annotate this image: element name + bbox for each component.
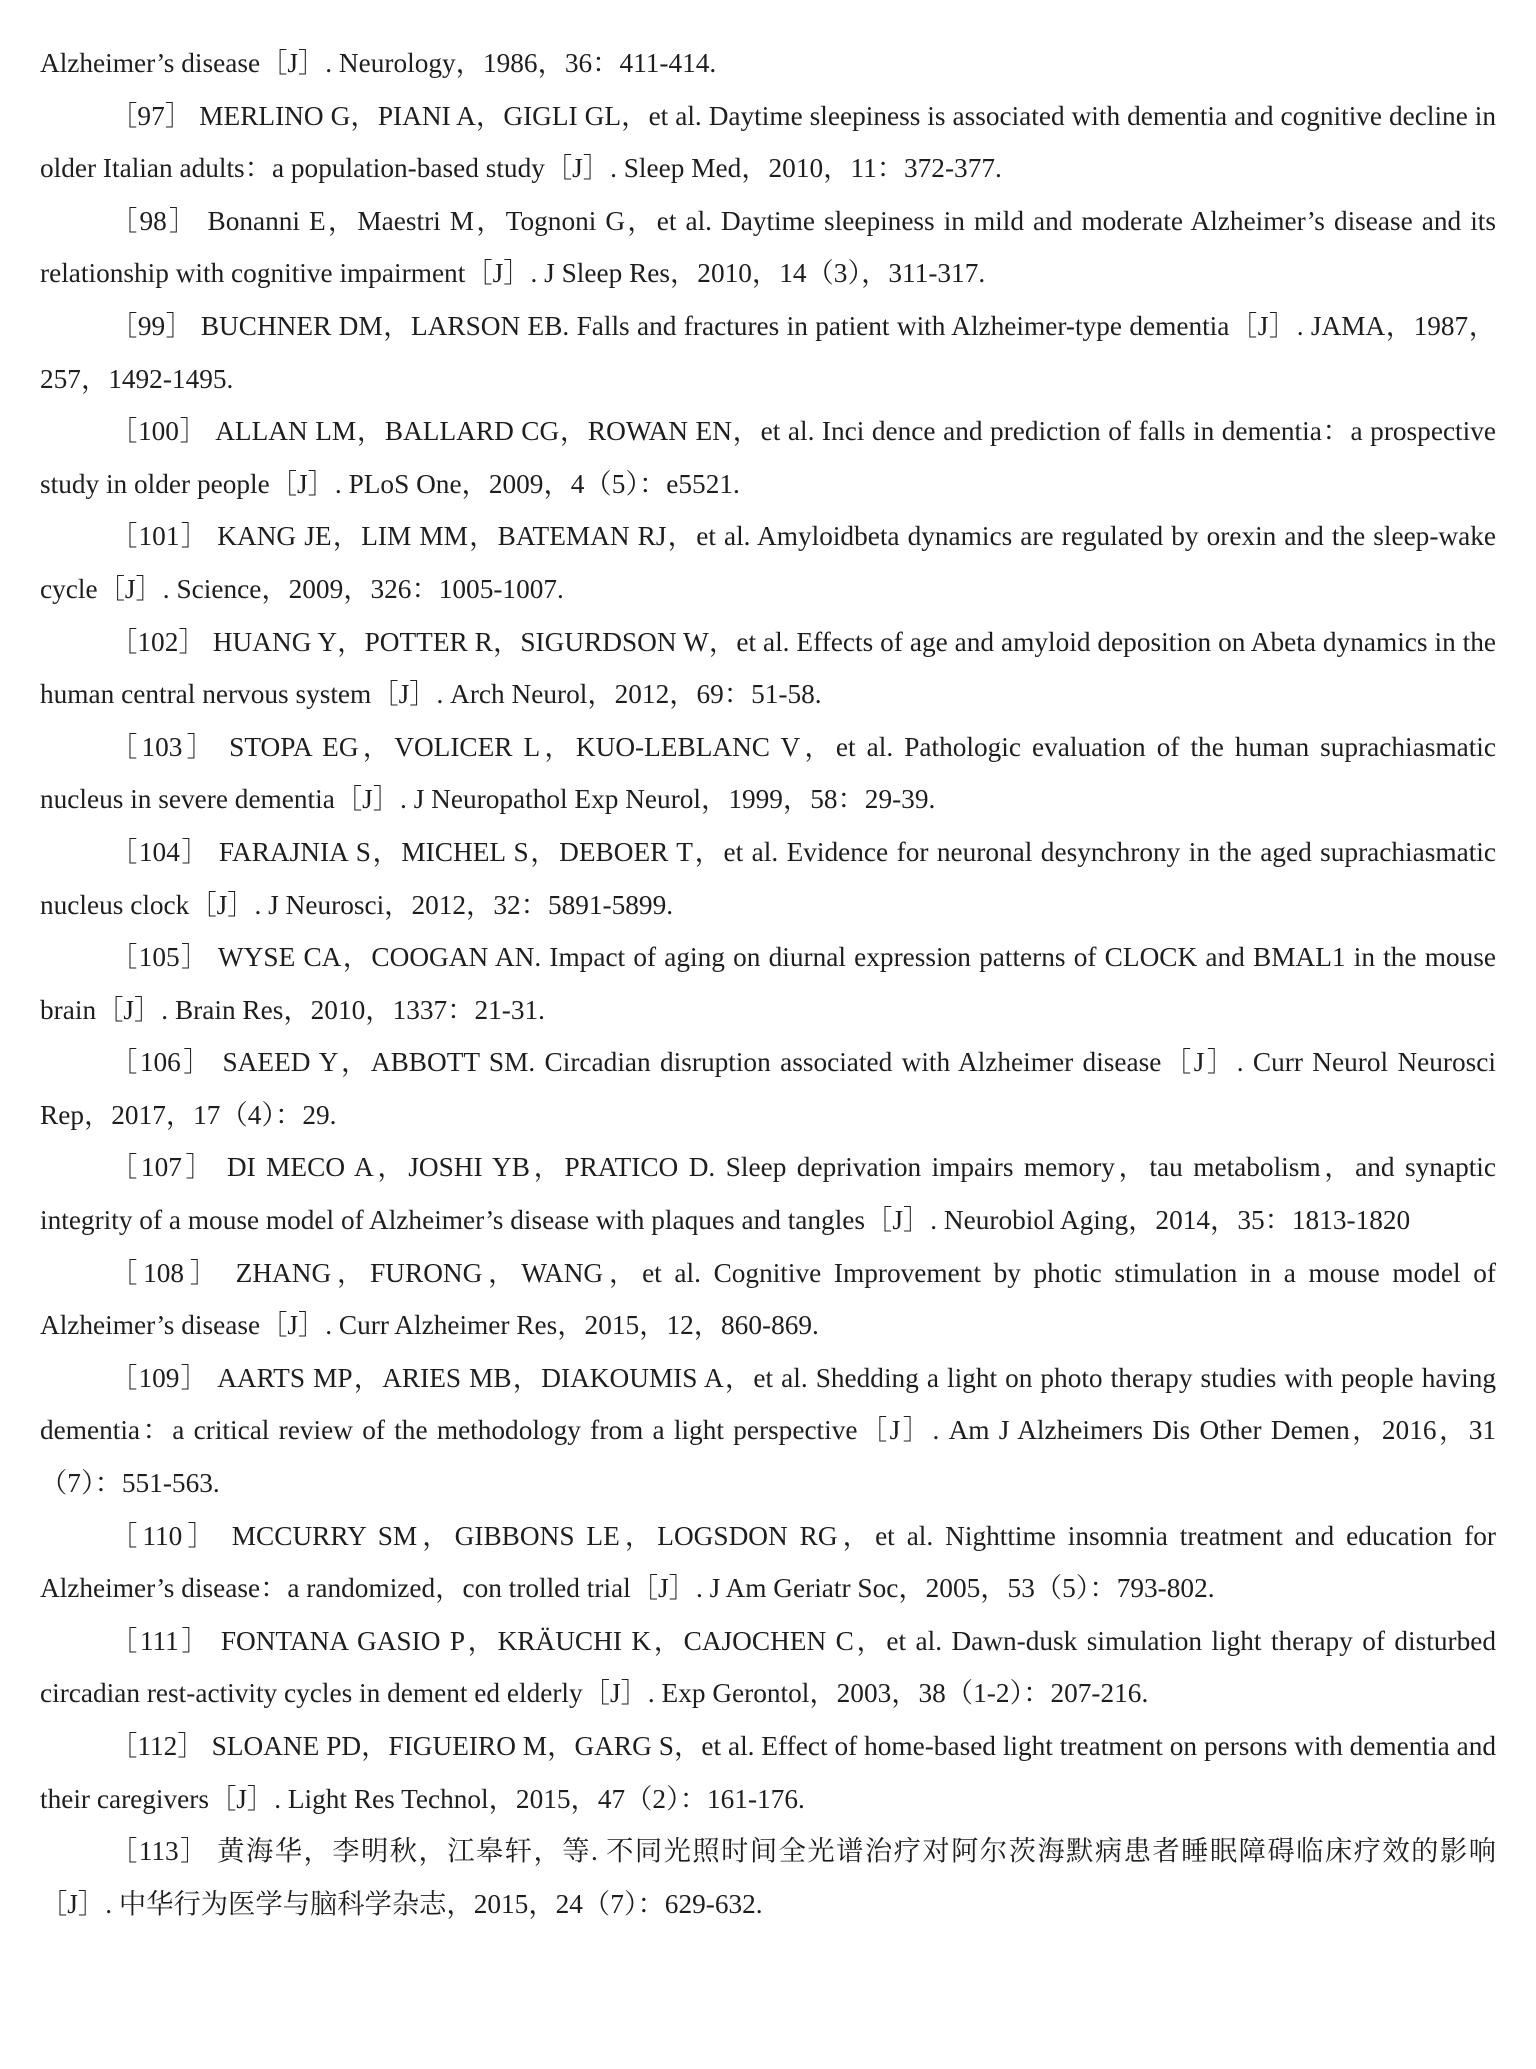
- reference-number: ［105］: [110, 942, 210, 973]
- reference-number: ［101］: [110, 521, 210, 552]
- reference-entry: [40, 510, 1496, 615]
- reference-entry: [40, 1825, 1496, 1930]
- reference-text: DI MECO A，JOSHI YB，PRATICO D. Sleep deprivation impairs memory，tau metabolism，and synaptic integrity of a mouse model of Alzheimer’s disease with plaques and tangles［J］. Neurobiol Aging，2014，35：1813-1820: [40, 1152, 1496, 1236]
- reference-entry: [40, 1247, 1496, 1352]
- reference-number: ［111］: [110, 1625, 212, 1656]
- reference-entry: [40, 1615, 1496, 1720]
- reference-number: ［107］: [110, 1152, 217, 1183]
- reference-number: ［98］: [110, 205, 199, 236]
- reference-text: MCCURRY SM，GIBBONS LE，LOGSDON RG，et al. Nighttime insomnia treatment and education for Alzheimer’s disease：a randomized，con trolled trial［J］. J Am Geriatr Soc，2005，53（5）：793-802.: [40, 1520, 1496, 1604]
- reference-text: ALLAN LM，BALLARD CG，ROWAN EN，et al. Inci dence and prediction of falls in dementia：a prospective study in older people［J］. PLoS One，2009，4（5）：e5521.: [40, 416, 1496, 499]
- reference-text: Bonanni E，Maestri M，Tognoni G，et al. Daytime sleepiness in mild and moderate Alzheimer’s disease and its relationship with cognitive impairment［J］. J Sleep Res，2010，14（3），311-317.: [40, 205, 1497, 289]
- reference-entry: [40, 90, 1496, 195]
- reference-text: Alzheimer’s disease［J］. Neurology，1986，36：411-414.: [40, 48, 717, 78]
- reference-entry: [40, 721, 1496, 826]
- reference-text: MERLINO G，PIANI A，GIGLI GL，et al. Daytime sleepiness is associated with dementia and cognitive decline in older Italian adults：a population-based study［J］. Sleep Med，2010，11：372-377.: [40, 100, 1497, 184]
- reference-entry: [40, 1720, 1496, 1825]
- reference-number: ［102］: [110, 626, 206, 657]
- reference-number: ［113］: [110, 1836, 209, 1867]
- reference-number: ［97］: [110, 100, 193, 131]
- reference-entry: [40, 300, 1496, 405]
- reference-number: ［103］: [110, 731, 219, 762]
- reference-entry: [40, 1036, 1496, 1141]
- reference-list: [40, 37, 1496, 1930]
- reference-entry: [40, 931, 1496, 1036]
- reference-text: FONTANA GASIO P，KRÄUCHI K，CAJOCHEN C，et al. Dawn-dusk simulation light therapy of disturbed circadian rest-activity cycles in dement ed elderly［J］. Exp Gerontol，2003，38（1-2）：207-216.: [40, 1625, 1497, 1709]
- reference-entry: [40, 405, 1496, 510]
- reference-text: 黄海华，李明秋，江皋轩，等. 不同光照时间全光谱治疗对阿尔茨海默病患者睡眠障碍临床疗效的影响［J］. 中华行为医学与脑科学杂志，2015，24（7）：629-632.: [40, 1836, 1496, 1919]
- reference-text: SLOANE PD，FIGUEIRO M，GARG S，et al. Effect of home-based light treatment on persons with dementia and their caregivers［J］. Light Res Technol，2015，47（2）：161-176.: [40, 1731, 1497, 1814]
- reference-text: SAEED Y，ABBOTT SM. Circadian disruption associated with Alzheimer disease［J］. Curr Neurol Neurosci Rep，2017，17（4）：29.: [40, 1047, 1496, 1130]
- reference-text: HUANG Y，POTTER R，SIGURDSON W，et al. Effects of age and amyloid deposition on Abeta dynamics in the human central nervous system［J］. Arch Neurol，2012，69：51-58.: [40, 626, 1496, 710]
- reference-number: ［106］: [110, 1047, 214, 1078]
- reference-number: ［110］: [110, 1520, 220, 1551]
- reference-text: ZHANG，FURONG，WANG，et al. Cognitive Improvement by photic stimulation in a mouse model of Alzheimer’s disease［J］. Curr Alzheimer Res，2015，12，860-869.: [40, 1257, 1496, 1341]
- reference-entry: [40, 1352, 1496, 1510]
- reference-text: WYSE CA，COOGAN AN. Impact of aging on diurnal expression patterns of CLOCK and BMAL1 in the mouse brain［J］. Brain Res，2010，1337：21-31.: [40, 942, 1497, 1025]
- reference-entry: [40, 1141, 1496, 1246]
- reference-entry: [40, 616, 1496, 721]
- reference-text: BUCHNER DM，LARSON EB. Falls and fractures in patient with Alzheimer-type dementia［J］. JAMA，1987，257，1492-1495.: [40, 310, 1496, 394]
- reference-number: ［100］: [110, 416, 208, 447]
- reference-number: ［108］: [110, 1257, 223, 1288]
- reference-text: FARAJNIA S，MICHEL S，DEBOER T，et al. Evidence for neuronal desynchrony in the aged suprachiasmatic nucleus clock［J］. J Neurosci，2012，32：5891-5899.: [40, 836, 1496, 920]
- reference-number: ［112］: [110, 1731, 205, 1761]
- reference-entry: [40, 1510, 1496, 1615]
- reference-entry: [40, 195, 1496, 300]
- reference-number: ［109］: [110, 1362, 210, 1393]
- reference-entry: [40, 37, 1496, 90]
- reference-text: AARTS MP，ARIES MB，DIAKOUMIS A，et al. Shedding a light on photo therapy studies with people having dementia：a critical review of the methodology from a light perspective［J］. Am J Alzheimers Dis Other Demen，2016，31（7）：551-563.: [40, 1362, 1496, 1499]
- reference-number: ［104］: [110, 836, 211, 867]
- reference-text: KANG JE，LIM MM，BATEMAN RJ，et al. Amyloidbeta dynamics are regulated by orexin and the sleep-wake cycle［J］. Science，2009，326：1005-1007.: [40, 521, 1497, 604]
- reference-text: STOPA EG，VOLICER L，KUO-LEBLANC V，et al. Pathologic evaluation of the human suprachiasmatic nucleus in severe dementia［J］. J Neuropathol Exp Neurol，1999，58：29-39.: [40, 731, 1496, 815]
- reference-number: ［99］: [110, 310, 194, 341]
- reference-entry: [40, 826, 1496, 931]
